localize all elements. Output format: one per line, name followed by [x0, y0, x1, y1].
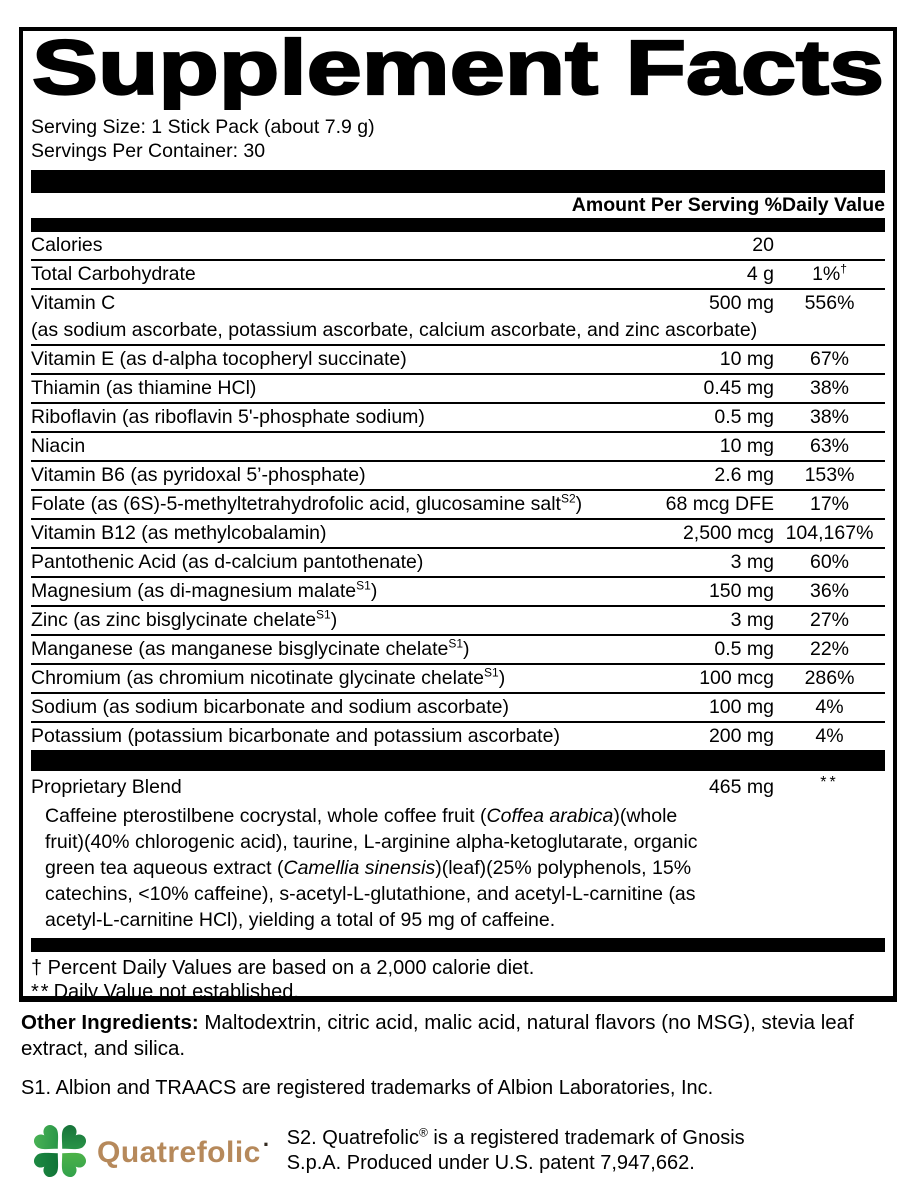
nutrient-dv: 1%† — [812, 261, 847, 285]
latin-name-coffea-arabica: Coffea arabica — [486, 805, 614, 827]
table-row — [31, 518, 885, 547]
nutrient-name: Vitamin E (as d-alpha tocopheryl succinate) — [31, 348, 407, 370]
divider-bar-thick — [31, 750, 885, 771]
nutrient-source-note: (as sodium ascorbate, potassium ascorbate, calcium ascorbate, and zinc ascorbate) — [31, 319, 758, 341]
blend-description: Caffeine pterostilbene cocrystal, whole coffee fruit (Coffea arabica)(whole fruit)(40% chlorogenic acid), taurine, L-arginine alpha-ketoglutarate, organic green tea aqueous extract (Camellia sinensis)(leaf)(25% polyphenols, 15% catechins, <10% caffeine), s-acetyl-L-glutathione, and acetyl-L-carnitine (as acetyl-L-carnitine HCl), yielding a total of 95 mg of caffeine. — [45, 805, 698, 931]
footnote-ref-s1: S1 — [316, 607, 331, 622]
divider-bar-medium — [31, 218, 885, 232]
table-row — [31, 663, 885, 692]
nutrient-amount: 0.5 mg — [714, 638, 774, 660]
table-row — [31, 431, 885, 460]
nutrient-name: Vitamin B12 (as methylcobalamin) — [31, 522, 327, 544]
divider-bar-thick — [31, 170, 885, 193]
table-row — [31, 460, 885, 489]
table-row — [31, 402, 885, 431]
table-row — [31, 288, 885, 344]
nutrient-name: Niacin — [31, 435, 86, 457]
panel-title — [31, 35, 889, 110]
dagger-mark: † — [840, 261, 847, 276]
serving-size: Serving Size: 1 Stick Pack (about 7.9 g) — [31, 116, 375, 138]
blend-name: Proprietary Blend — [31, 776, 182, 798]
nutrient-amount: 2.6 mg — [714, 464, 774, 486]
table-row — [31, 344, 885, 373]
wordmark-dot: · — [262, 1132, 271, 1157]
registered-mark: ® — [419, 1125, 428, 1140]
nutrient-name: Manganese (as manganese bisglycinate chelate$^{S1}$) — [31, 636, 470, 660]
table-row — [31, 373, 885, 402]
supplement-facts-panel — [19, 27, 897, 1002]
nutrient-amount: 0.45 mg — [703, 377, 774, 399]
quatrefolic-wordmark: Quatrefolic· — [97, 1132, 271, 1169]
nutrient-dv: 67% — [809, 348, 850, 370]
proprietary-blend-section — [31, 771, 885, 938]
nutrient-amount: 200 mg — [708, 725, 774, 747]
nutrient-name: Riboflavin (as riboflavin 5'-phosphate sodium) — [31, 406, 425, 428]
nutrient-name: Pantothenic Acid (as d-calcium pantothenate) — [31, 551, 424, 573]
clover-icon — [27, 1118, 93, 1184]
nutrient-amount: 100 mg — [708, 696, 774, 718]
table-row — [31, 547, 885, 576]
nutrient-dv: 27% — [809, 609, 850, 631]
table-row — [31, 692, 885, 721]
nutrient-amount: 68 mcg DFE — [665, 493, 774, 515]
s1-trademark-note: S1. Albion and TRAACS are registered trademarks of Albion Laboratories, Inc. — [21, 1077, 714, 1099]
nutrient-amount: 100 mcg — [699, 667, 774, 689]
divider-bar-medium — [31, 938, 885, 952]
nutrient-name: Total Carbohydrate — [31, 263, 196, 285]
nutrient-name: Calories — [31, 234, 103, 256]
nutrient-amount: 3 mg — [730, 551, 774, 573]
clover-leaves — [31, 1122, 89, 1180]
other-ingredients-note: Other Ingredients: Maltodextrin, citric acid, malic acid, natural flavors (no MSG), stevia leaf extract, and silica. — [21, 1011, 854, 1060]
other-ingredients-label: Other Ingredients: — [21, 1011, 199, 1034]
s2-trademark-note: S2. Quatrefolic® is a registered trademark of Gnosis S.p.A. Produced under U.S. patent 7,947,662. — [286, 1125, 745, 1174]
nutrient-amount: 10 mg — [719, 435, 774, 457]
nutrient-name: Potassium (potassium bicarbonate and potassium ascorbate) — [31, 725, 560, 747]
nutrient-dv: 38% — [809, 406, 850, 428]
nutrient-amount: 20 — [752, 234, 774, 256]
footnote-daily-values: † Percent Daily Values are based on a 2,000 calorie diet. — [31, 957, 535, 979]
daily-value-header: %Daily Value — [764, 194, 885, 216]
asterisk-marker: ** — [31, 981, 51, 1003]
nutrient-name: Sodium (as sodium bicarbonate and sodium ascorbate) — [31, 696, 510, 718]
nutrient-amount: 500 mg — [708, 292, 774, 314]
latin-name-camellia-sinensis: Camellia sinensis — [283, 857, 436, 879]
nutrient-name: Chromium (as chromium nicotinate glycinate chelate$^{S1}$) — [31, 665, 506, 689]
nutrient-dv: 556% — [804, 292, 855, 314]
table-row — [31, 259, 885, 288]
nutrient-amount: 0.5 mg — [714, 406, 774, 428]
nutrient-dv: 4% — [815, 725, 844, 747]
column-headers — [31, 193, 885, 218]
footnote-ref-s1: S1 — [484, 665, 499, 680]
nutrient-dv: 17% — [809, 493, 850, 515]
nutrient-name: Vitamin C — [31, 292, 116, 314]
table-row — [31, 605, 885, 634]
blend-header-row — [31, 771, 885, 803]
nutrient-amount: 3 mg — [730, 609, 774, 631]
footnote-ref-s2: S2 — [560, 491, 576, 506]
nutrient-name: Thiamin (as thiamine HCl) — [31, 377, 257, 399]
nutrient-name: Vitamin B6 (as pyridoxal 5’-phosphate) — [31, 464, 366, 486]
table-row — [31, 232, 885, 259]
table-row — [31, 489, 885, 518]
footnote-ref-s1: S1 — [448, 636, 464, 651]
nutrient-dv: 22% — [809, 638, 850, 660]
nutrient-amount: 150 mg — [708, 580, 774, 602]
amount-per-serving-header: Amount Per Serving — [571, 194, 765, 216]
nutrient-amount: 2,500 mcg — [682, 522, 774, 544]
nutrient-name: Zinc (as zinc bisglycinate chelate$^{S1}$) — [31, 607, 338, 631]
servings-per-container: Servings Per Container: 30 — [31, 140, 266, 162]
nutrient-dv: 104,167% — [785, 522, 874, 544]
nutrient-amount: 4 g — [746, 263, 774, 285]
table-row — [31, 634, 885, 663]
blend-amount: 465 mg — [708, 776, 774, 798]
nutrient-name: Folate (as (6S)-5-methyltetrahydrofolic acid, glucosamine salt$^{S2}$) — [31, 491, 583, 515]
nutrient-amount: 10 mg — [719, 348, 774, 370]
nutrient-dv: 38% — [809, 377, 850, 399]
panel-title-text: Supplement Facts — [32, 35, 884, 110]
nutrient-dv: 286% — [804, 667, 855, 689]
quatrefolic-logo-row — [27, 1118, 777, 1184]
nutrient-dv: 63% — [809, 435, 850, 457]
nutrient-name: Magnesium (as di-magnesium malate$^{S1}$) — [31, 578, 378, 602]
table-row — [31, 576, 885, 605]
nutrient-dv: 4% — [815, 696, 844, 718]
table-row — [31, 721, 885, 750]
footnote-not-established: ** Daily Value not established. — [31, 981, 299, 1003]
footnote-ref-s1: S1 — [356, 578, 371, 593]
nutrient-dv: 153% — [804, 464, 855, 486]
blend-dv-asterisks: ** — [820, 774, 839, 791]
nutrient-dv: 36% — [809, 580, 850, 602]
nutrient-dv: 60% — [809, 551, 850, 573]
